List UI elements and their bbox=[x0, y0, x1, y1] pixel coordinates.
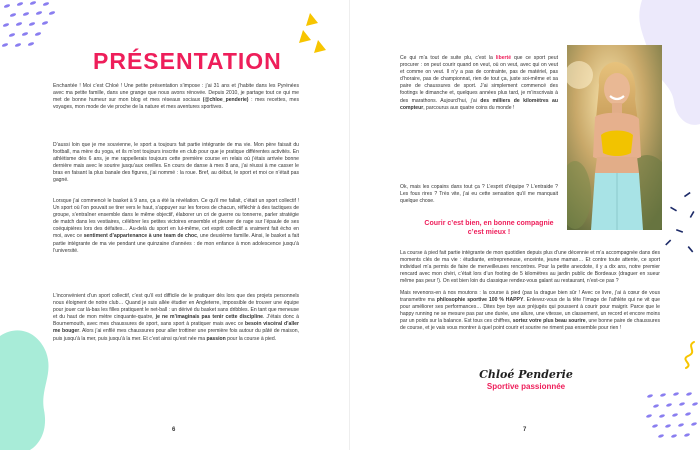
page-title: PRÉSENTATION bbox=[93, 48, 282, 74]
basketball-paragraph: Lorsque j’ai commencé le basket à 9 ans, ça a été la révélation. Ce qu’il me fallait, c’était un sport collectif ! Un sport où l’on pouvait se tirer vers le haut, s’appuyer sur les forces de chacun, réfléchir à des tactiques de groupe, s’entraîner ensemble dans le même objectif, élaborer un cri de guerre ou tonnerre, parler stratégie de match dans les vestiaires, célébrer les petites victoires ensemble et pleurer de rage sur l’épaule de ses coéquipières lors des défaites… Au-delà du sport en lui-même, cet esprit collectif a vraiment fait écho en moi, avec ce sentiment d’appartenance à une team de choc, une deuxième famille. Ainsi, le basket a fait partie intégrante de ma vie pendant une quinzaine d’années : de mon enfance à mon adolescence jusqu’à l’université. bbox=[53, 198, 299, 254]
running-origin-paragraph: L’inconvénient d’un sport collectif, c’est qu’il est difficile de le pratiquer dès lors que des projets personnels nous éloignent de notre club… Quand je suis allée étudier en Angleterre, impossible de trouver une équipe pour jouer car là-bas les filles pratiquent le net-ball : un dérivé du basket sans dribbles. En tant que meneuse et du haut de mon mètre cinquante-quatre, je ne m’imaginais pas tenir cette discipline. J’étais donc à Bournemouth, avec mes chaussures de sport, sans sport à pratiquer mais avec ce besoin viscéral d’aller me bouger. Alors j’ai enfilé mes chaussures pour aller trottiner une première fois autour du pâté de maison, puis jusqu’à la mer, puis jusqu’à la mer. Et c’est ainsi qu’est née ma passion pour la course à pied. bbox=[53, 293, 299, 342]
confetti-decoration bbox=[662, 190, 700, 260]
author-signature: Chloé Penderie bbox=[479, 368, 573, 381]
page-number-right: 7 bbox=[523, 427, 527, 433]
childhood-paragraph: D’aussi loin que je me souvienne, le sport a toujours fait partie intégrante de ma vie. Mon père faisait du football, ma mère du yoga, et ils m’ont toujours inscrite en club pour que je pratique différentes activités. En athlétisme dès 6 ans, je me rappellerais toujours cette première course en relais où j’étais arrivée bonne dernière mais avec le sourire jusqu’aux oreilles. En cours de danse à mes 8 ans, j’ai réussi à me casser le bras en faisant la plus banale des figures, j’ai nommé : la roue. Bref, au début, le sport et moi ce n’était pas gagné. bbox=[53, 142, 299, 184]
daily-running-paragraph: La course à pied fait partie intégrante de mon quotidien depuis plus d’une décennie et m’a accompagnée dans des moments clés de ma vie : étudiante, entrepreneuse, enceinte, jeune maman… Et contre toute attente, ce sport individuel m’a permis de faire de merveilleuses rencontres. Pour la petite anecdote, il y a dix ans, notre premier rencard avec mon chéri, c’était lors d’un footing de 5 kilomètres au jardin public de Bordeaux (draguer en sueur même pas peur !). On est bien loin du classique rendez-vous galant au restaurant, n’est-ce pas ? bbox=[400, 250, 660, 285]
yellow-squiggle-decoration bbox=[680, 340, 700, 370]
team-spirit-paragraph: Ok, mais les copains dans tout ça ? L’esprit d’équipe ? L’entraide ? Les fous rires ? Très vite, j’ai eu cette sensation qu’il me manquait quelque chose. bbox=[400, 184, 558, 205]
purple-dots-pattern bbox=[0, 0, 80, 60]
yellow-triangles-decoration bbox=[296, 10, 336, 56]
author-role: Sportive passionnée bbox=[486, 382, 566, 391]
pull-quote: Courir c’est bien, en bonne compagnie c’est mieux ! bbox=[424, 220, 554, 236]
portrait-photo bbox=[567, 45, 662, 230]
purple-dots-pattern-bottom bbox=[640, 388, 700, 450]
page-number-left: 6 bbox=[172, 427, 176, 433]
freedom-paragraph: Ce qui m’a tout de suite plu, c’est la liberté que ce sport peut procurer : on peut courir quand on veut, où on veut, avec qui on veut et comme on veut. Il n’y a pas de contrainte, pas de matériel, pas d’horaire, pas de championnat, rien de tout ça, juste soi-même et sa paire de chaussures de sport. J’ai simplement commencé des footings le dimanche et, quelques années plus tard, je m’inscrivais à des marathons. Aujourd’hui, j’ai des milliers de kilomètres au compteur, parcourus aux quatre coins du monde ! bbox=[400, 55, 559, 111]
intro-paragraph: Enchantée ! Moi c’est Chloé ! Une petite présentation s’impose : j’ai 31 ans et j’habite dans les Pyrénées avec ma petite famille, dans une grange que nous avons rénovée. Depuis 2010, je partage tout ce qui me met de bonne humeur sur mon blog et mes réseaux sociaux (@chloe_penderie) : mes recettes, mes voyages, mon mode de vie proche de la nature et mes aventures sportives. bbox=[53, 83, 300, 111]
philosophy-paragraph: Mais revenons-en à nos moutons : la course à pied (pas la drague bien sûr ! Avec ce livre, j’ai à cœur de vous transmettre ma philosophie sportive 100 % HAPPY. Enlevez-vous de la tête l’image de l’athlète qui ne vit que pour améliorer ses performances… Dites bye bye aux préjugés qui poussent à courir pour maigrir. Parce que le happy running ne se mesure pas par une durée, une allure, une vitesse, un classement, un record et encore moins par un poids sur la balance. Est tous ces chiffres, sortez votre plus beau sourire, une bonne paire de chaussures de course, et je vais vous montrer à quel point courir et sourire ne riment pas ensemble pour rien ! bbox=[400, 290, 660, 332]
